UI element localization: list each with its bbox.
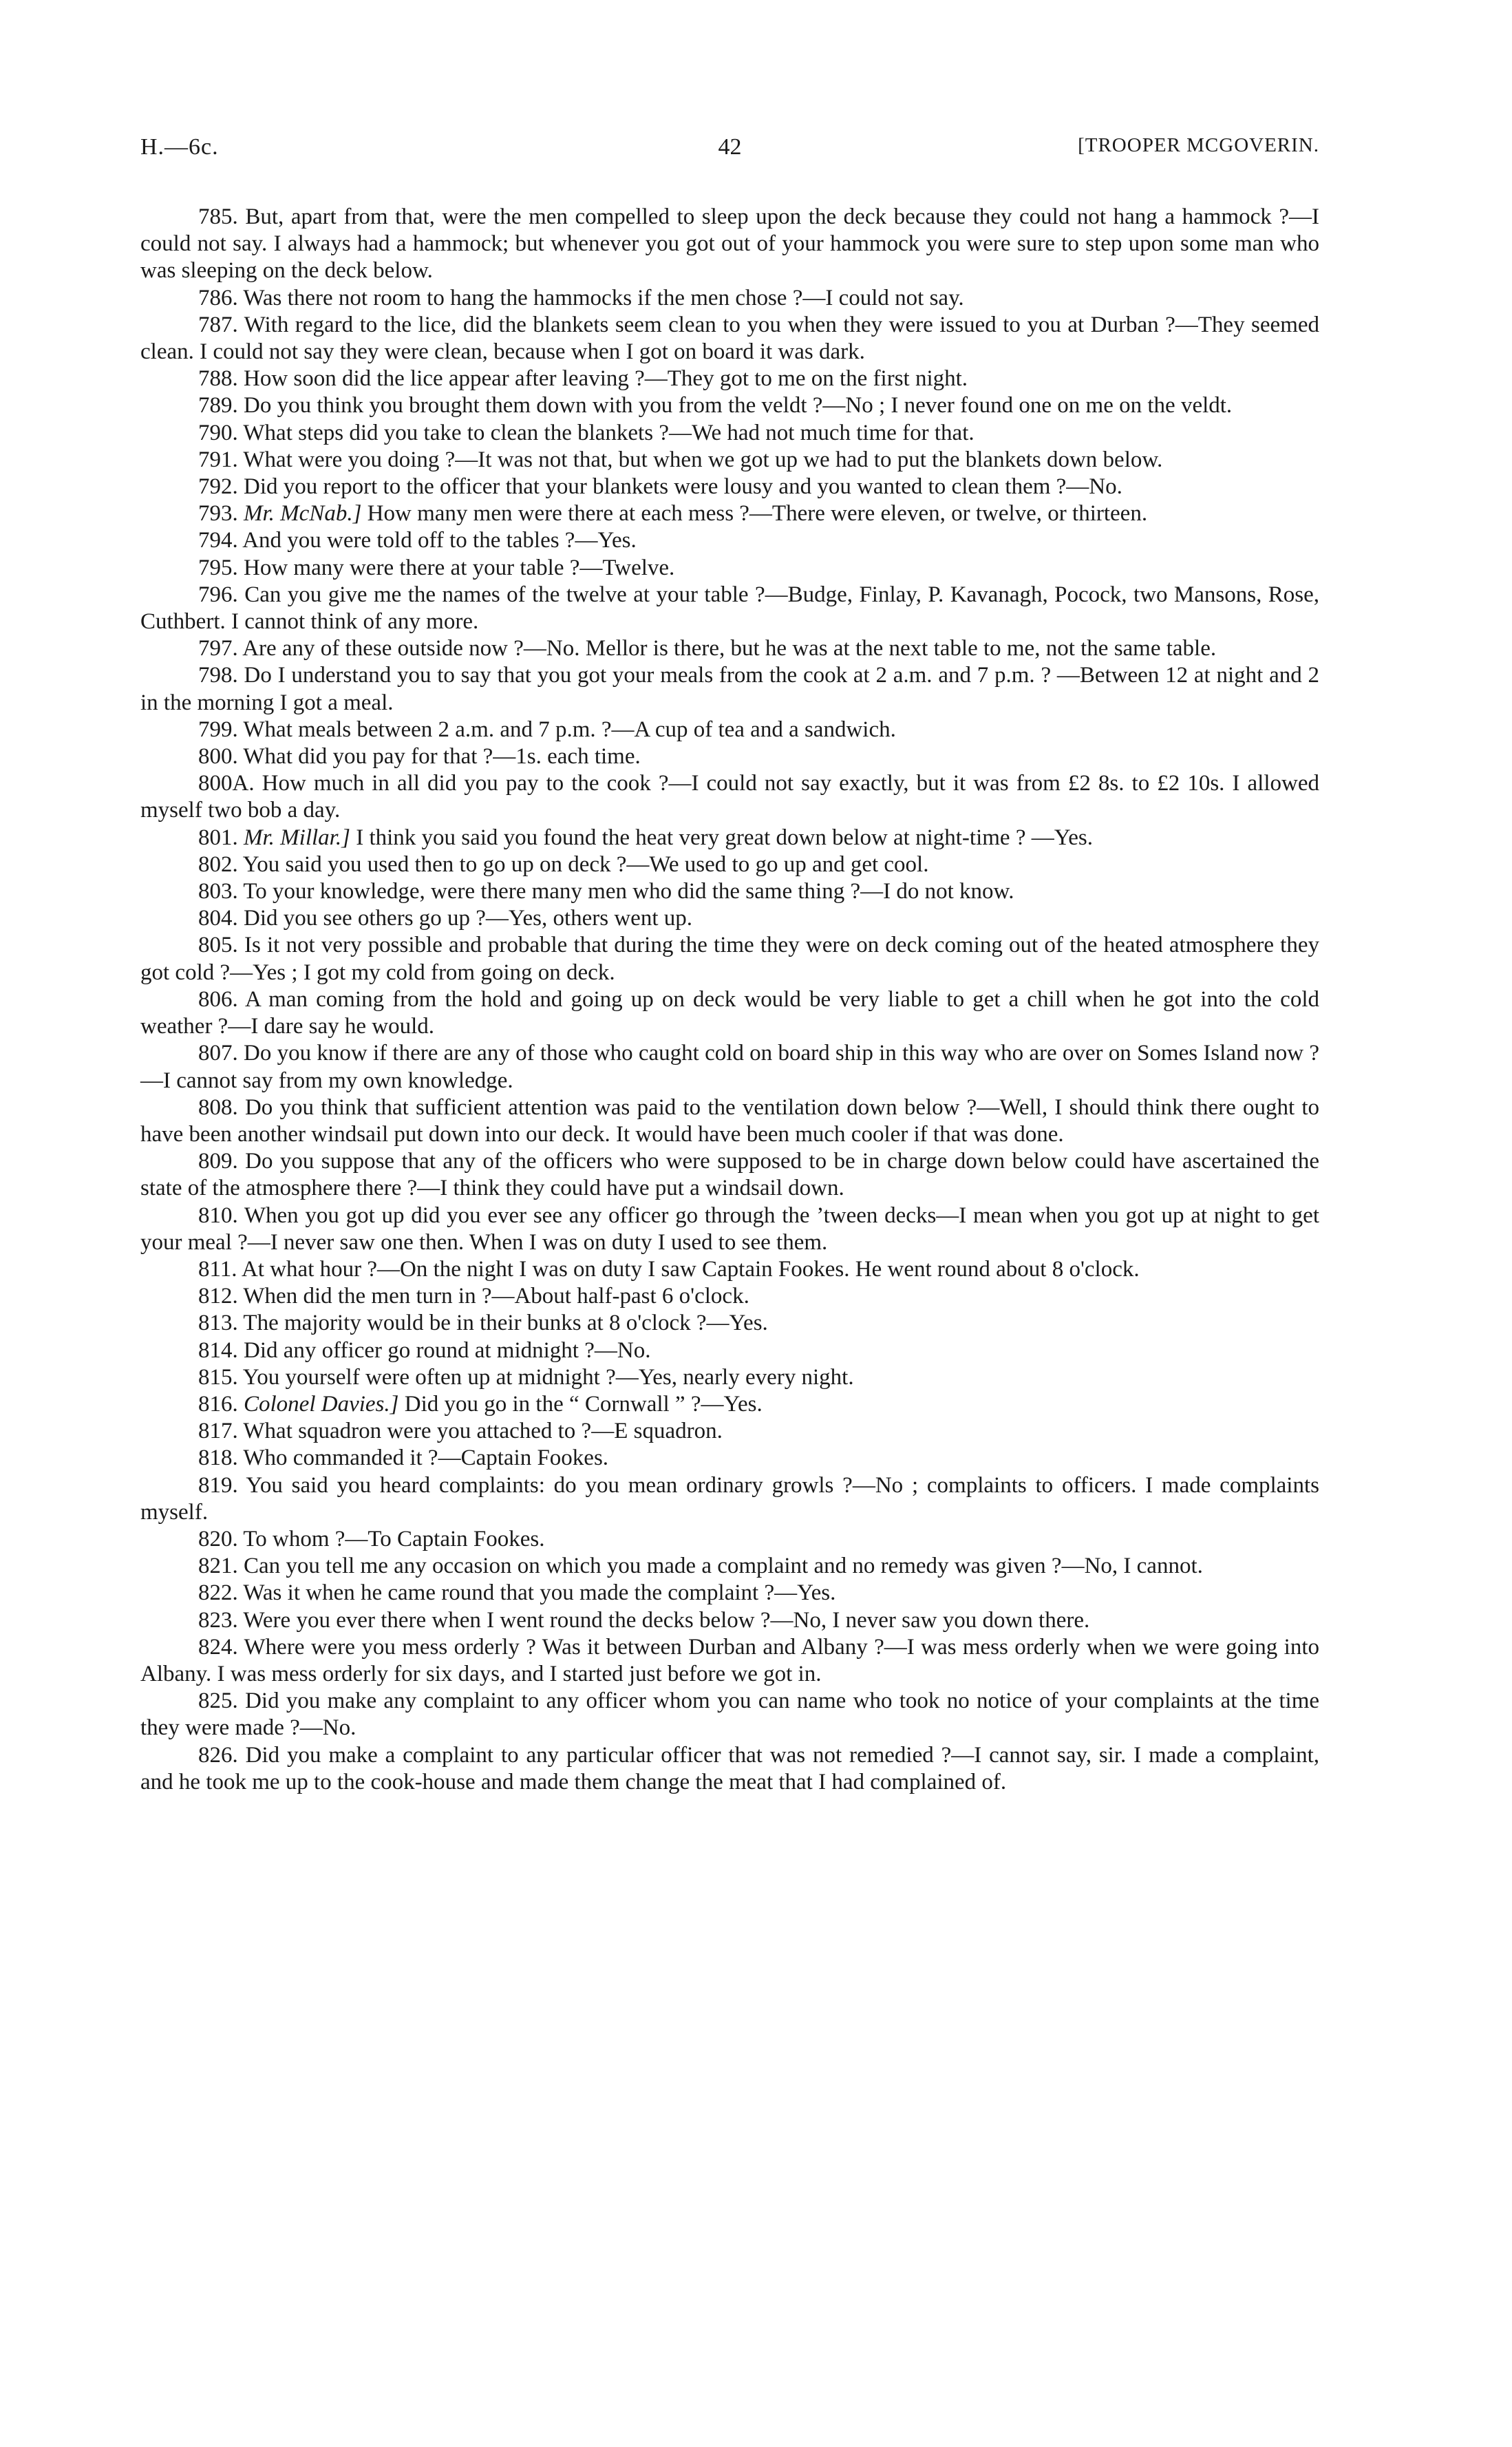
question-number: 796. — [198, 582, 238, 607]
testimony-entry — [140, 447, 1319, 474]
testimony-entry — [140, 1040, 1319, 1094]
question-number: 820. — [198, 1526, 238, 1551]
question-answer-text: Is it not very possible and probable that during the time they were on deck coming out of the heated atmosphere they got cold ?—Yes ; I got my cold from going on deck. — [140, 933, 1320, 985]
question-number: 818. — [198, 1445, 238, 1471]
question-answer-text: Do I understand you to say that you got your meals from the cook at 2 a.m. and 7 p.m. ? —Between 12 at night and 2 in the morning I got a meal. — [140, 663, 1320, 715]
question-number: 823. — [198, 1607, 238, 1633]
question-number: 794. — [198, 528, 238, 553]
testimony-entry — [140, 1742, 1319, 1796]
testimony-entry — [140, 635, 1319, 662]
question-answer-text: Can you give me the names of the twelve at your table ?—Budge, Finlay, P. Kavanagh, Pocock, two Mansons, Rose, Cuthbert. I cannot think of any more. — [140, 582, 1319, 635]
question-answer-text: A man coming from the hold and going up on deck would be very liable to get a chill when he got into the cold weather ?—I dare say he would. — [140, 986, 1319, 1039]
testimony-entry — [140, 1148, 1319, 1202]
testimony-entry — [140, 1553, 1319, 1580]
question-answer-text: To whom ?—To Captain Fookes. — [243, 1526, 545, 1551]
testimony-entry — [140, 392, 1319, 419]
question-number: 800A. — [198, 771, 255, 796]
question-answer-text: Was it when he came round that you made the complaint ?—Yes. — [243, 1580, 836, 1606]
document-reference: H.—6c. — [140, 134, 219, 160]
testimony-entry — [140, 1094, 1319, 1148]
question-answer-text: What squadron were you attached to ?—E squadron. — [243, 1419, 723, 1444]
question-number: 821. — [198, 1554, 238, 1579]
question-answer-text: Were you ever there when I went round the decks below ?—No, I never saw you down there. — [243, 1607, 1090, 1633]
question-number: 812. — [198, 1284, 238, 1309]
question-answer-text: Do you think you brought them down with you from the veldt ?—No ; I never found one on me on the veldt. — [244, 393, 1233, 419]
question-number: 799. — [198, 717, 238, 742]
question-answer-text: Did you make any complaint to any officer whom you can name who took no notice of your complaints at the time they were made ?—No. — [140, 1688, 1320, 1741]
question-number: 789. — [198, 393, 238, 419]
testimony-entry — [140, 770, 1319, 824]
testimony-entry — [140, 1337, 1319, 1364]
testimony-entry — [140, 1472, 1319, 1526]
question-number: 825. — [198, 1688, 238, 1714]
testimony-entry — [140, 905, 1319, 932]
question-answer-text: Who commanded it ?—Captain Fookes. — [243, 1445, 609, 1471]
testimony-entry — [140, 500, 1319, 527]
testimony-entry — [140, 1526, 1319, 1553]
question-answer-text: How soon did the lice appear after leaving ?—They got to me on the first night. — [244, 366, 968, 392]
testimony-entry — [140, 1256, 1319, 1283]
question-answer-text: What were you doing ?—It was not that, but when we got up we had to put the blankets down below. — [243, 447, 1163, 472]
question-number: 800. — [198, 744, 238, 770]
page-number: 42 — [718, 134, 742, 160]
question-answer-text: To your knowledge, were there many men who did the same thing ?—I do not know. — [243, 879, 1014, 904]
question-number: 795. — [198, 555, 238, 580]
question-number: 806. — [198, 986, 238, 1012]
question-answer-text: But, apart from that, were the men compelled to sleep upon the deck because they could not hang a hammock ?—I could not say. I always had a hammock; but whenever you got out of your hammock you were sure to step upon some man who was sleeping on the deck below. — [140, 204, 1320, 284]
testimony-entry — [140, 420, 1319, 447]
question-answer-text: Did any officer go round at midnight ?—No. — [244, 1337, 651, 1363]
question-answer-text: How many men were there at each mess ?—There were eleven, or twelve, or thirteen. — [367, 501, 1148, 527]
testimony-entry — [140, 825, 1319, 851]
question-number: 814. — [198, 1337, 238, 1363]
question-number: 807. — [198, 1041, 238, 1066]
testimony-entry — [140, 474, 1319, 500]
question-number: 798. — [198, 663, 238, 688]
question-number: 790. — [198, 420, 238, 445]
question-number: 811. — [198, 1256, 237, 1282]
question-answer-text: And you were told off to the tables ?—Yes. — [242, 528, 637, 553]
question-answer-text: Did you go in the “ Cornwall ” ?—Yes. — [404, 1391, 763, 1417]
question-number: 802. — [198, 851, 238, 877]
question-answer-text: Do you think that sufficient attention was paid to the ventilation down below ?—Well, I should think there ought to have been another windsail put down into our deck. It would have been much cooler if that was done. — [140, 1094, 1319, 1147]
testimony-entry — [140, 1688, 1319, 1741]
testimony-entry — [140, 717, 1319, 743]
testimony-entry — [140, 555, 1319, 582]
testimony-entry — [140, 932, 1319, 986]
question-number: 817. — [198, 1419, 238, 1444]
question-number: 792. — [198, 474, 238, 500]
testimony-entry — [140, 1634, 1319, 1688]
question-number: 808. — [198, 1094, 238, 1120]
question-answer-text: What did you pay for that ?—1s. each time. — [243, 744, 641, 770]
testimony-entry — [140, 1580, 1319, 1607]
question-answer-text: You said you used then to go up on deck ?—We used to go up and get cool. — [242, 851, 929, 877]
testimony-entry — [140, 851, 1319, 878]
testimony-entry — [140, 743, 1319, 770]
question-number: 797. — [198, 636, 238, 661]
question-answer-text: Can you tell me any occasion on which you made a complaint and no remedy was given ?—No, I cannot. — [244, 1554, 1203, 1579]
question-answer-text: What steps did you take to clean the blankets ?—We had not much time for that. — [243, 420, 975, 445]
question-number: 826. — [198, 1742, 238, 1768]
question-number: 787. — [198, 312, 238, 337]
testimony-entry — [140, 1203, 1319, 1256]
question-answer-text: The majority would be in their bunks at 8 o'clock ?—Yes. — [243, 1311, 768, 1336]
testimony-entry — [140, 285, 1319, 312]
question-answer-text: You said you heard complaints: do you mean ordinary growls ?—No ; complaints to officers. I made complaints myself. — [140, 1472, 1319, 1525]
witness-name: [TROOPER MCGOVERIN. — [1078, 134, 1319, 156]
testimony-body — [140, 204, 1319, 1796]
testimony-entry — [140, 366, 1319, 392]
testimony-entry — [140, 582, 1319, 635]
question-answer-text: How much in all did you pay to the cook ?—I could not say exactly, but it was from £2 8s. to £2 10s. I allowed myself two bob a day. — [140, 771, 1319, 823]
question-number: 809. — [198, 1149, 238, 1174]
question-answer-text: I think you said you found the heat very great down below at night-time ? —Yes. — [356, 825, 1093, 850]
testimony-entry — [140, 527, 1319, 554]
testimony-entry — [140, 878, 1319, 905]
question-answer-text: Are any of these outside now ?—No. Mellor is there, but he was at the next table to me, not the same table. — [242, 636, 1217, 661]
question-number: 805. — [198, 933, 238, 958]
testimony-entry — [140, 662, 1319, 716]
speaker-name: Colonel Davies.] — [244, 1391, 399, 1417]
testimony-entry — [140, 986, 1319, 1040]
speaker-name: Mr. Millar.] — [244, 825, 350, 850]
question-number: 810. — [198, 1203, 238, 1228]
question-number: 788. — [198, 366, 238, 392]
question-number: 819. — [198, 1472, 238, 1498]
question-answer-text: How many were there at your table ?—Twelve. — [244, 555, 675, 580]
testimony-entry — [140, 204, 1319, 285]
testimony-entry — [140, 1310, 1319, 1337]
testimony-entry — [140, 312, 1319, 366]
question-answer-text: At what hour ?—On the night I was on duty I saw Captain Fookes. He went round about 8 o'clock. — [241, 1256, 1140, 1282]
question-answer-text: Where were you mess orderly ? Was it between Durban and Albany ?—I was mess orderly when we were going into Albany. I was mess orderly for six days, and I started just before we got in. — [140, 1634, 1319, 1686]
question-answer-text: You yourself were often up at midnight ?—Yes, nearly every night. — [242, 1364, 854, 1390]
question-number: 822. — [198, 1580, 238, 1606]
testimony-entry — [140, 1391, 1319, 1418]
question-answer-text: When you got up did you ever see any officer go through the ’tween decks—I mean when you got up at night to get your meal ?—I never saw one then. When I was on duty I used to see them. — [140, 1203, 1319, 1255]
question-number: 791. — [198, 447, 238, 472]
question-answer-text: What meals between 2 a.m. and 7 p.m. ?—A cup of tea and a sandwich. — [243, 717, 896, 742]
question-answer-text: Do you know if there are any of those who caught cold on board ship in this way who are over on Somes Island now ?—I cannot say from my own knowledge. — [140, 1041, 1320, 1093]
question-answer-text: Do you suppose that any of the officers who were supposed to be in charge down below could have ascertained the state of the atmosphere there ?—I think they could have put a windsail down. — [140, 1149, 1319, 1201]
question-number: 813. — [198, 1311, 238, 1336]
question-number: 803. — [198, 879, 238, 904]
question-number: 793. — [198, 501, 238, 527]
question-number: 801. — [198, 825, 238, 850]
testimony-entry — [140, 1607, 1319, 1634]
question-number: 786. — [198, 285, 238, 310]
question-answer-text: Did you make a complaint to any particular officer that was not remedied ?—I cannot say, sir. I made a complaint, and he took me up to the cook-house and made them change the meat that I had complained of. — [140, 1742, 1319, 1794]
question-number: 816. — [198, 1391, 238, 1417]
question-answer-text: Did you see others go up ?—Yes, others went up. — [244, 906, 692, 931]
testimony-entry — [140, 1364, 1319, 1391]
testimony-entry — [140, 1283, 1319, 1310]
question-number: 804. — [198, 906, 238, 931]
speaker-name: Mr. McNab.] — [244, 501, 362, 527]
question-number: 824. — [198, 1634, 238, 1660]
question-number: 785. — [198, 204, 238, 229]
question-answer-text: With regard to the lice, did the blankets seem clean to you when they were issued to you at Durban ?—They seemed clean. I could not say they were clean, because when I got on board it was dark. — [140, 312, 1320, 365]
question-answer-text: Was there not room to hang the hammocks if the men chose ?—I could not say. — [243, 285, 964, 310]
question-answer-text: When did the men turn in ?—About half-past 6 o'clock. — [243, 1284, 749, 1309]
question-answer-text: Did you report to the officer that your blankets were lousy and you wanted to clean them ?—No. — [244, 474, 1122, 500]
testimony-entry — [140, 1418, 1319, 1445]
question-number: 815. — [198, 1364, 238, 1390]
running-header — [140, 134, 1319, 176]
testimony-entry — [140, 1445, 1319, 1472]
